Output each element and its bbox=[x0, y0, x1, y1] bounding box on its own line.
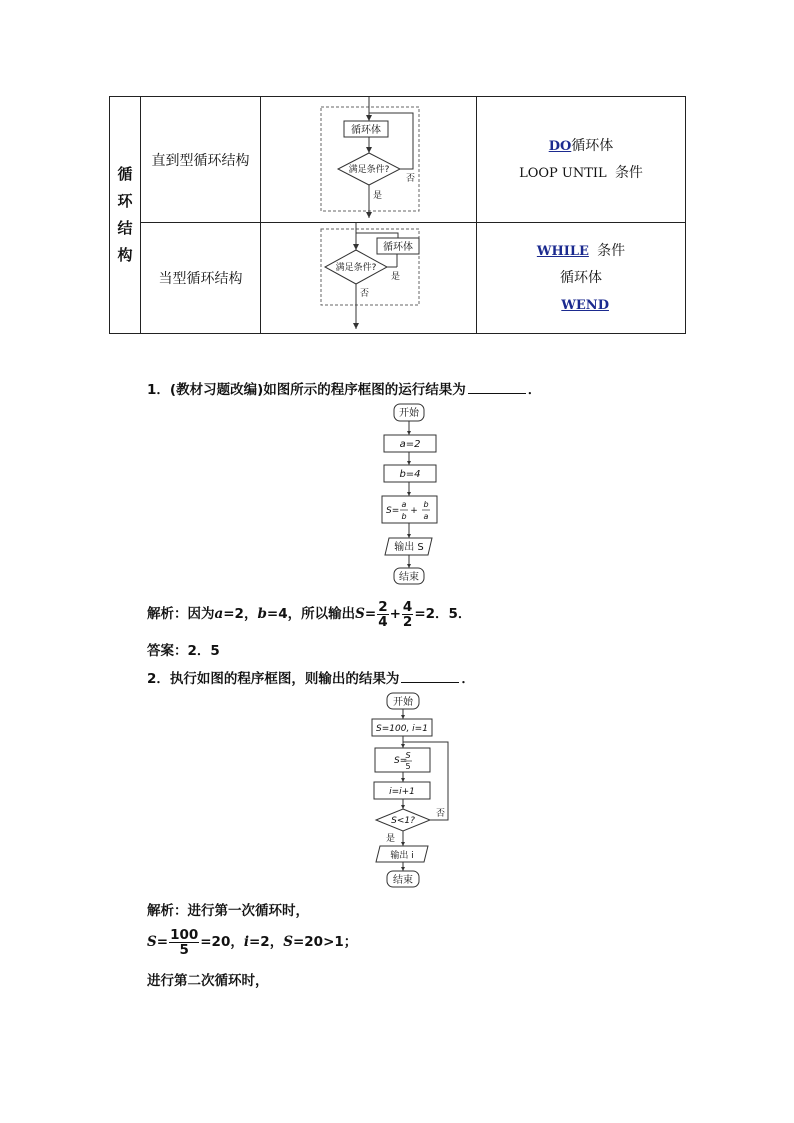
group-label-char: 循 bbox=[117, 165, 133, 183]
condition-label: 满足条件? bbox=[335, 263, 377, 273]
no-label: 否 bbox=[360, 289, 370, 299]
structure-name: 直到型循环结构 bbox=[151, 152, 250, 169]
svg-text:输出 i: 输出 i bbox=[390, 851, 414, 861]
code-line: WHILE 条件 bbox=[536, 242, 626, 259]
svg-text:开始: 开始 bbox=[399, 408, 419, 419]
yes-label: 是 bbox=[373, 191, 383, 201]
while-loop-diagram bbox=[261, 223, 477, 329]
code-cell bbox=[477, 223, 686, 334]
svg-text:+: + bbox=[410, 506, 418, 516]
answer-blank bbox=[401, 672, 459, 683]
svg-text:S: S bbox=[405, 751, 411, 760]
flowchart-2 bbox=[366, 690, 466, 890]
no-label: 否 bbox=[436, 809, 446, 819]
svg-text:b: b bbox=[401, 512, 407, 521]
svg-text:开始: 开始 bbox=[393, 697, 413, 708]
svg-text:a=2: a=2 bbox=[399, 439, 421, 450]
q2-solution-line-3: 进行第二次循环时， bbox=[147, 973, 269, 989]
q1-solution: 解析：因为a=2，b=4，所以输出S= $\frac{2}{4}$ + $\frac{4}{2}$ =2．5． bbox=[147, 598, 472, 630]
svg-text:S=: S= bbox=[386, 506, 400, 516]
svg-text:5: 5 bbox=[405, 762, 411, 771]
svg-text:b: b bbox=[423, 500, 429, 509]
group-label-char: 结 bbox=[117, 219, 133, 237]
code-keyword: WEND bbox=[561, 297, 609, 313]
question-2: 2．执行如图的程序框图，则输出的结果为 ． bbox=[147, 671, 475, 687]
code-line: LOOP UNTIL 条件 bbox=[519, 164, 643, 181]
group-label-char: 构 bbox=[117, 246, 133, 264]
svg-text:S<1?: S<1? bbox=[391, 816, 415, 826]
svg-text:i=i+1: i=i+1 bbox=[389, 787, 415, 797]
structure-name-cell bbox=[141, 97, 261, 223]
no-label: 否 bbox=[406, 174, 416, 184]
loop-body-label: 循环体 bbox=[383, 242, 413, 253]
condition-label: 满足条件? bbox=[348, 165, 390, 175]
loop-structure-table bbox=[109, 96, 686, 334]
svg-text:结束: 结束 bbox=[393, 875, 413, 886]
code-line: 循环体 bbox=[560, 269, 602, 286]
question-1: 1．(教材习题改编)如图所示的程序框图的运行结果为 ． bbox=[147, 382, 542, 398]
q2-solution-line-1: 解析：进行第一次循环时， bbox=[147, 903, 309, 919]
code-keyword: WHILE bbox=[536, 243, 589, 259]
svg-text:b=4: b=4 bbox=[399, 469, 421, 480]
q2-solution-line-2: S= $\frac{100}{5}$ =20，i=2，S=20>1； bbox=[147, 926, 358, 958]
svg-text:输出 S: 输出 S bbox=[394, 542, 424, 553]
diagram-cell bbox=[261, 97, 477, 223]
fraction: $\frac{2}{4}$ bbox=[378, 598, 388, 630]
svg-text:结束: 结束 bbox=[399, 572, 419, 583]
diagram-cell bbox=[261, 223, 477, 334]
code-line: DO循环体 bbox=[548, 137, 614, 154]
code-keyword: DO bbox=[548, 138, 572, 154]
q1-answer: 答案：2．5 bbox=[147, 643, 220, 659]
yes-label: 是 bbox=[391, 272, 401, 282]
fraction: $\frac{100}{5}$ bbox=[170, 926, 199, 958]
answer-blank bbox=[468, 383, 526, 394]
code-cell bbox=[477, 97, 686, 223]
svg-text:S=: S= bbox=[394, 756, 408, 766]
fraction: $\frac{4}{2}$ bbox=[402, 598, 413, 630]
group-label-char: 环 bbox=[117, 192, 133, 210]
flowchart-1 bbox=[370, 402, 450, 586]
loop-body-label: 循环体 bbox=[351, 125, 381, 136]
structure-name: 当型循环结构 bbox=[158, 271, 243, 287]
code-line bbox=[477, 292, 685, 319]
yes-label: 是 bbox=[386, 834, 396, 844]
svg-text:a: a bbox=[401, 500, 407, 509]
group-label-cell bbox=[110, 97, 141, 334]
svg-text:S=100, i=1: S=100, i=1 bbox=[376, 724, 428, 734]
svg-text:a: a bbox=[423, 512, 429, 521]
structure-name-cell bbox=[141, 223, 261, 334]
until-loop-diagram bbox=[261, 97, 477, 218]
